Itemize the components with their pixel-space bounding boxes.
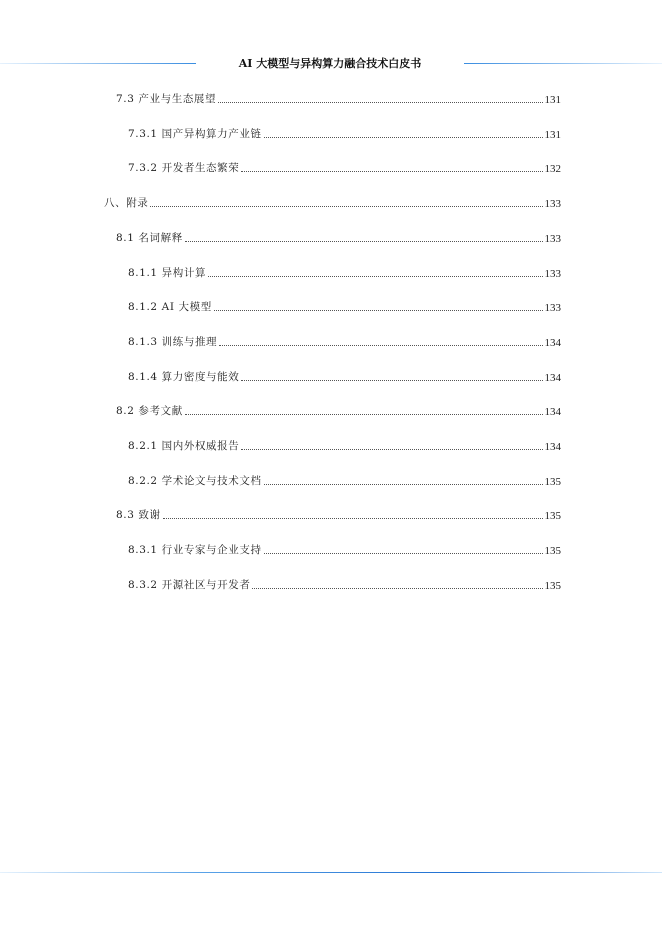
toc-entry-label: 7.3 产业与生态展望 <box>116 93 217 105</box>
toc-entry[interactable] <box>128 468 561 488</box>
toc-entry-label: 7.3.2 开发者生态繁荣 <box>128 162 240 175</box>
toc-entry[interactable] <box>128 572 561 592</box>
toc-entry[interactable] <box>128 294 561 314</box>
toc-entry-page-number: 132 <box>544 163 561 176</box>
toc-entry-label: 8.2 参考文献 <box>116 405 183 418</box>
toc-entry-label: 八、附录 <box>104 197 149 210</box>
toc-entry-page-number: 135 <box>544 510 561 523</box>
page-header <box>0 52 662 76</box>
toc-entry-page-number: 133 <box>544 198 561 211</box>
toc-entry-label: 8.1.1 异构计算 <box>128 266 207 279</box>
toc-entry-page-number: 135 <box>544 579 561 592</box>
document-title: AI 大模型与异构算力融合技术白皮书 <box>238 57 422 70</box>
toc-entry-page-number: 134 <box>544 406 561 419</box>
toc-entry-label: 8.1 名词解释 <box>116 231 183 244</box>
toc-dot-leader <box>264 552 543 554</box>
toc-entry[interactable] <box>128 364 561 384</box>
header-rule-left <box>0 63 196 64</box>
toc-dot-leader <box>150 205 542 207</box>
toc-entry[interactable] <box>128 121 561 141</box>
toc-dot-leader <box>214 309 543 311</box>
toc-entry[interactable] <box>128 537 561 557</box>
toc-entry[interactable] <box>116 502 561 522</box>
toc-dot-leader <box>264 136 543 138</box>
toc-entry-label: 8.3.1 行业专家与企业支持 <box>128 544 262 557</box>
toc-entry[interactable] <box>116 225 561 245</box>
toc-entry-label: 8.1.4 算力密度与能效 <box>128 370 240 383</box>
toc-dot-leader <box>241 379 542 381</box>
toc-entry-page-number: 134 <box>544 336 561 349</box>
toc-dot-leader <box>185 240 543 242</box>
toc-entry-page-number: 134 <box>544 441 561 453</box>
toc-dot-leader <box>241 448 542 450</box>
toc-entry-label: 8.3 致谢 <box>116 509 161 522</box>
toc-entry[interactable] <box>128 260 561 280</box>
toc-entry[interactable] <box>116 398 561 418</box>
toc-entry[interactable] <box>116 86 561 106</box>
toc-entry-page-number: 135 <box>544 545 561 558</box>
toc-entry-label: 8.2.2 学术论文与技术文档 <box>128 474 262 487</box>
footer-rule <box>0 872 662 873</box>
toc-dot-leader <box>252 587 542 589</box>
toc-entry-page-number: 133 <box>544 232 561 245</box>
toc-entry-label: 8.1.2 AI 大模型 <box>128 301 212 314</box>
toc-entry-label: 8.2.1 国内外权威报告 <box>128 440 240 452</box>
toc-entry-page-number: 133 <box>544 267 561 280</box>
toc-entry[interactable] <box>128 329 561 349</box>
toc-entry-page-number: 131 <box>544 128 561 141</box>
toc-dot-leader <box>208 275 542 277</box>
toc-dot-leader <box>185 413 543 415</box>
toc-entry-page-number: 134 <box>544 371 561 384</box>
toc-dot-leader <box>241 170 542 172</box>
toc-entry[interactable] <box>128 155 561 175</box>
toc-entry-page-number: 133 <box>544 302 561 315</box>
toc-dot-leader <box>218 101 542 103</box>
toc-entry-page-number: 135 <box>544 475 561 488</box>
toc-entry-label: 8.3.2 开源社区与开发者 <box>128 578 251 591</box>
header-rule-right <box>464 63 662 64</box>
toc-entry-page-number: 131 <box>544 94 561 106</box>
toc-dot-leader <box>163 517 543 519</box>
toc-dot-leader <box>219 344 542 346</box>
toc-entry-label: 7.3.1 国产异构算力产业链 <box>128 127 262 140</box>
toc-entry-label: 8.1.3 训练与推理 <box>128 335 218 348</box>
toc-dot-leader <box>264 483 543 485</box>
toc-entry[interactable] <box>128 433 561 453</box>
toc-entry[interactable] <box>104 190 561 210</box>
